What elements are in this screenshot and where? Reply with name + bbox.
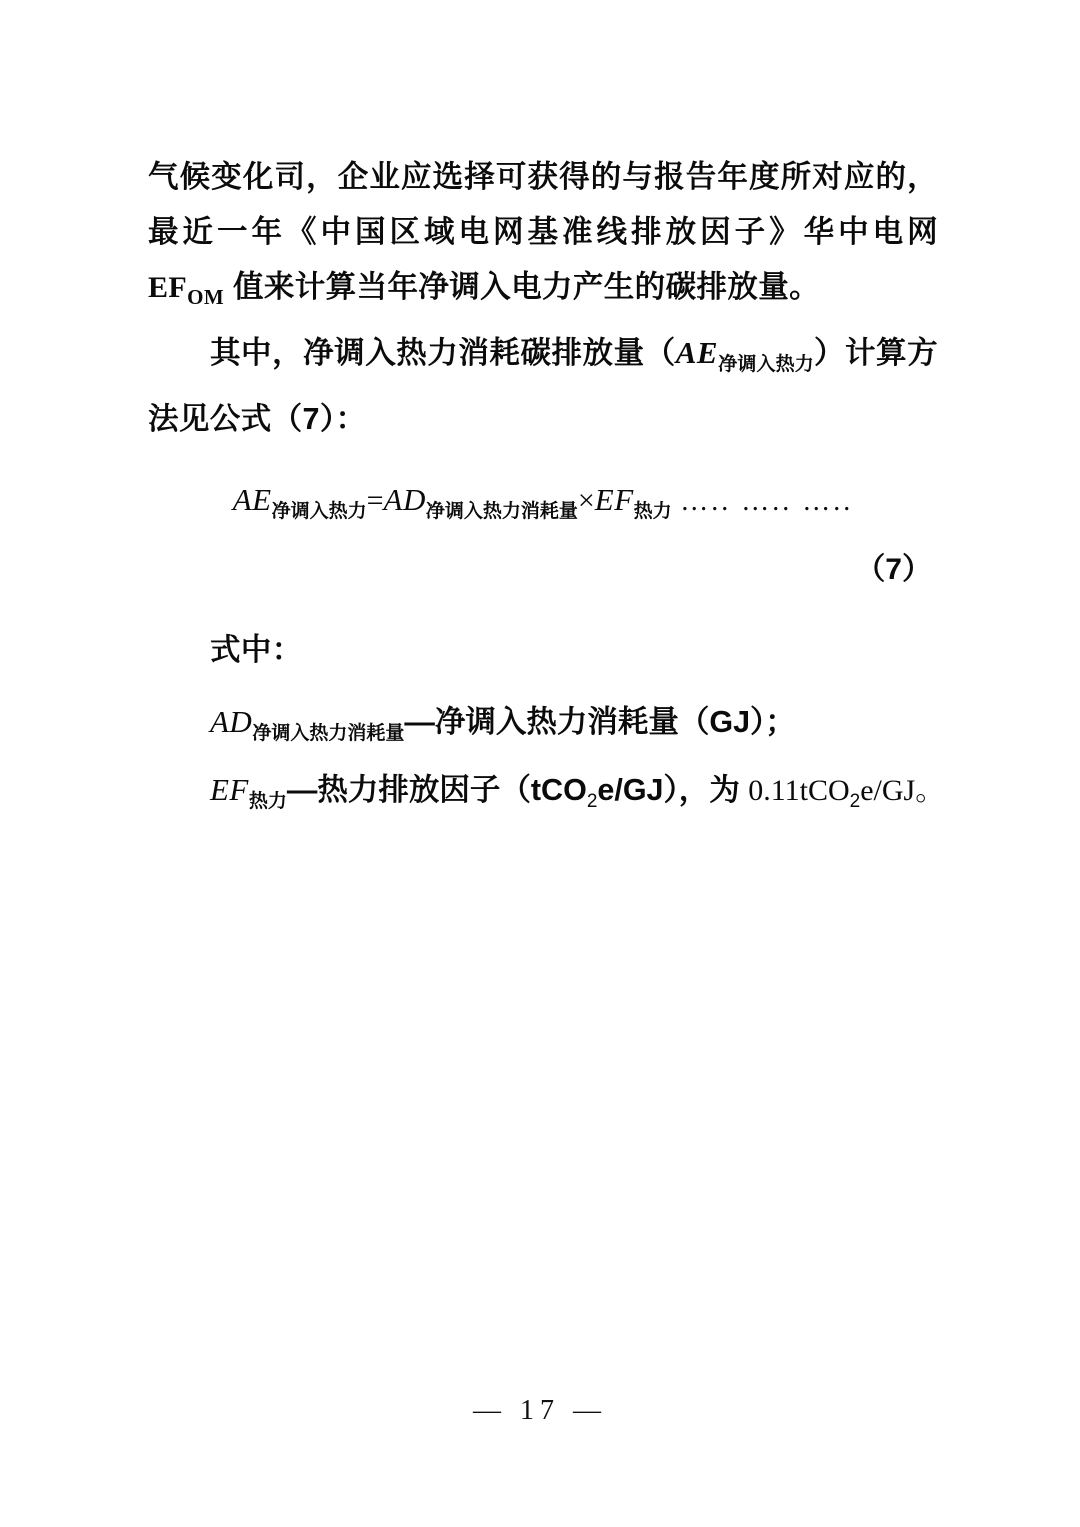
definition-item-ef: [148, 762, 946, 830]
ef-value-unit: e/GJ。: [860, 774, 946, 808]
ef-symbol: EF: [148, 271, 188, 304]
page-content: [148, 150, 946, 831]
ef-value: 0.11tCO: [748, 774, 850, 808]
equation-lhs-subscript: 净调入热力: [271, 501, 367, 523]
definition-item-ad: [148, 694, 938, 762]
equation-rhs1-symbol: AD: [383, 482, 426, 518]
ef-definition-text-2: e/GJ），为: [597, 773, 749, 808]
ef-def-subscript: 热力: [248, 791, 287, 813]
definition-list: [148, 694, 946, 830]
ad-definition-text: —净调入热力消耗量（GJ）；: [404, 705, 796, 740]
equation-lhs-symbol: AE: [232, 482, 272, 518]
paragraph-continuation: [148, 150, 938, 325]
co2-subscript-1: 2: [586, 791, 598, 813]
ef-def-symbol: EF: [210, 772, 249, 808]
equation-times: ×: [577, 484, 595, 518]
page-number: — 17 —: [473, 1395, 607, 1426]
equation-rhs1-subscript: 净调入热力消耗量: [425, 501, 578, 523]
equation-leader-dots: ….. ….. …..: [680, 486, 854, 518]
paragraph-formula-intro: [148, 325, 938, 447]
equation-rhs2-subscript: 热力: [633, 501, 672, 523]
formula-intro-text-1: 其中，净调入热力消耗碳排放量（: [210, 336, 676, 371]
ae-subscript: 净调入热力: [718, 354, 814, 376]
paragraph-continuation-text-1: 气候变化司，企业应选择可获得的与报告年度所对应的，最近一年《中国区域电网基准线排放因子》华中电网: [148, 160, 938, 249]
equation-rhs2-symbol: EF: [594, 482, 634, 518]
co2-subscript-2: 2: [849, 791, 861, 813]
ad-subscript: 净调入热力消耗量: [252, 723, 405, 745]
equation-number: （7）: [855, 553, 932, 587]
equation-equals: =: [366, 484, 384, 518]
paragraph-continuation-text-2: 值来计算当年净调入电力产生的碳排放量。: [224, 270, 821, 304]
ad-symbol: AD: [210, 704, 253, 740]
ae-symbol: AE: [675, 335, 719, 371]
formula-intro-text-2: ）计算方法见公式（7）：: [148, 336, 938, 437]
ef-subscript: OM: [187, 285, 225, 310]
ef-definition-text-1: —热力排放因子（tCO: [286, 773, 587, 808]
where-label: 式中：: [210, 633, 303, 668]
equation-7: [148, 473, 938, 539]
